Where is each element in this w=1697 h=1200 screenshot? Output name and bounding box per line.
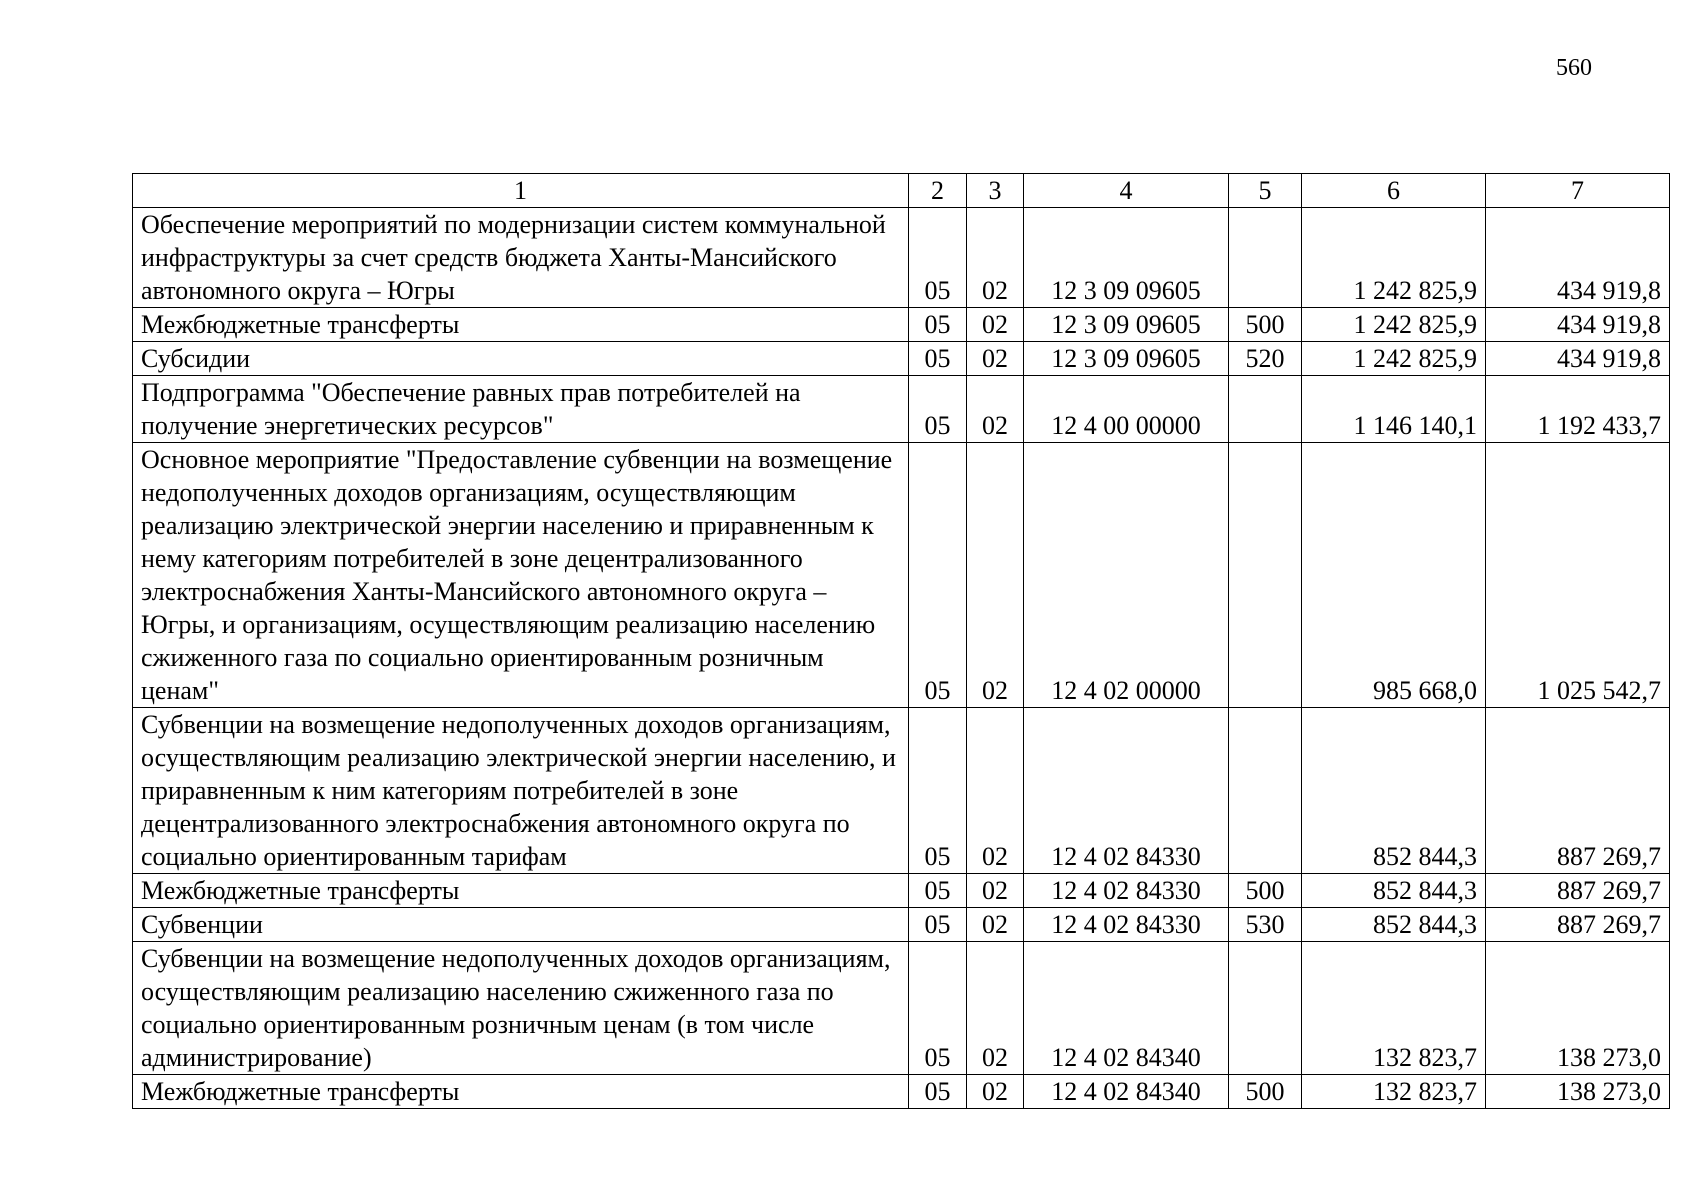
row-name-cell: Основное мероприятие "Предоставление субвенции на возмещение недополученных доходов организациям, осуществляющим реализацию электрической энергии населению и приравненным к нему категориям потребителей в зоне децентрализованного электроснабжения Ханты-Мансийского автономного округа – Югры, и организациям, осуществляющим реализацию населению сжиженного газа по социально ориентированным розничным ценам"	[133, 443, 909, 708]
amount-col7-cell: 887 269,7	[1486, 708, 1670, 874]
amount-col7-cell: 434 919,8	[1486, 308, 1670, 342]
header-cell-2: 2	[909, 174, 967, 208]
target-article-cell: 12 4 02 84340	[1024, 1075, 1229, 1109]
amount-col6-cell: 1 242 825,9	[1302, 308, 1486, 342]
expense-type-cell	[1229, 208, 1302, 308]
table-row	[133, 376, 1670, 443]
amount-col7-cell: 434 919,8	[1486, 208, 1670, 308]
expense-type-cell: 500	[1229, 1075, 1302, 1109]
amount-col6-cell: 852 844,3	[1302, 708, 1486, 874]
expense-type-cell	[1229, 443, 1302, 708]
target-article-cell: 12 4 00 00000	[1024, 376, 1229, 443]
row-name-cell: Субсидии	[133, 342, 909, 376]
target-article-cell: 12 4 02 84330	[1024, 708, 1229, 874]
section-cell: 05	[909, 376, 967, 443]
row-name-cell: Субвенции на возмещение недополученных доходов организациям, осуществляющим реализацию населению сжиженного газа по социально ориентированным розничным ценам (в том числе администрирование)	[133, 942, 909, 1075]
header-cell-4: 4	[1024, 174, 1229, 208]
amount-col6-cell: 985 668,0	[1302, 443, 1486, 708]
header-cell-1: 1	[133, 174, 909, 208]
section-cell: 05	[909, 443, 967, 708]
expense-type-cell: 500	[1229, 874, 1302, 908]
section-cell: 05	[909, 208, 967, 308]
table-row	[133, 874, 1670, 908]
amount-col7-cell: 1 192 433,7	[1486, 376, 1670, 443]
table-row	[133, 342, 1670, 376]
amount-col6-cell: 132 823,7	[1302, 1075, 1486, 1109]
row-name-cell: Межбюджетные трансферты	[133, 1075, 909, 1109]
expense-type-cell: 530	[1229, 908, 1302, 942]
table-row	[133, 1075, 1670, 1109]
amount-col6-cell: 132 823,7	[1302, 942, 1486, 1075]
amount-col6-cell: 1 242 825,9	[1302, 208, 1486, 308]
amount-col7-cell: 138 273,0	[1486, 1075, 1670, 1109]
row-name-cell: Межбюджетные трансферты	[133, 308, 909, 342]
row-name-cell: Межбюджетные трансферты	[133, 874, 909, 908]
row-name-cell: Субвенции	[133, 908, 909, 942]
header-cell-5: 5	[1229, 174, 1302, 208]
section-cell: 05	[909, 708, 967, 874]
header-cell-3: 3	[967, 174, 1024, 208]
table-row	[133, 708, 1670, 874]
expense-type-cell: 500	[1229, 308, 1302, 342]
subsection-cell: 02	[967, 376, 1024, 443]
header-cell-6: 6	[1302, 174, 1486, 208]
target-article-cell: 12 3 09 09605	[1024, 208, 1229, 308]
page-number: 560	[1556, 55, 1592, 81]
target-article-cell: 12 3 09 09605	[1024, 308, 1229, 342]
subsection-cell: 02	[967, 908, 1024, 942]
amount-col7-cell: 434 919,8	[1486, 342, 1670, 376]
section-cell: 05	[909, 874, 967, 908]
expense-type-cell	[1229, 942, 1302, 1075]
subsection-cell: 02	[967, 208, 1024, 308]
subsection-cell: 02	[967, 342, 1024, 376]
subsection-cell: 02	[967, 942, 1024, 1075]
section-cell: 05	[909, 342, 967, 376]
amount-col6-cell: 1 146 140,1	[1302, 376, 1486, 443]
subsection-cell: 02	[967, 708, 1024, 874]
target-article-cell: 12 4 02 84340	[1024, 942, 1229, 1075]
table-row	[133, 308, 1670, 342]
subsection-cell: 02	[967, 874, 1024, 908]
header-row	[133, 174, 1670, 208]
budget-table	[132, 173, 1670, 1109]
row-name-cell: Субвенции на возмещение недополученных доходов организациям, осуществляющим реализацию электрической энергии населению, и приравненным к ним категориям потребителей в зоне децентрализованного электроснабжения автономного округа по социально ориентированным тарифам	[133, 708, 909, 874]
section-cell: 05	[909, 942, 967, 1075]
target-article-cell: 12 3 09 09605	[1024, 342, 1229, 376]
expense-type-cell	[1229, 708, 1302, 874]
subsection-cell: 02	[967, 1075, 1024, 1109]
subsection-cell: 02	[967, 443, 1024, 708]
table-row	[133, 208, 1670, 308]
amount-col6-cell: 1 242 825,9	[1302, 342, 1486, 376]
amount-col7-cell: 887 269,7	[1486, 874, 1670, 908]
amount-col6-cell: 852 844,3	[1302, 874, 1486, 908]
table-row	[133, 908, 1670, 942]
section-cell: 05	[909, 308, 967, 342]
row-name-cell: Подпрограмма "Обеспечение равных прав потребителей на получение энергетических ресурсов"	[133, 376, 909, 443]
row-name-cell: Обеспечение мероприятий по модернизации систем коммунальной инфраструктуры за счет средств бюджета Ханты-Мансийского автономного округа – Югры	[133, 208, 909, 308]
table-row	[133, 942, 1670, 1075]
target-article-cell: 12 4 02 84330	[1024, 874, 1229, 908]
amount-col7-cell: 887 269,7	[1486, 908, 1670, 942]
section-cell: 05	[909, 908, 967, 942]
header-cell-7: 7	[1486, 174, 1670, 208]
amount-col7-cell: 138 273,0	[1486, 942, 1670, 1075]
expense-type-cell	[1229, 376, 1302, 443]
expense-type-cell: 520	[1229, 342, 1302, 376]
section-cell: 05	[909, 1075, 967, 1109]
target-article-cell: 12 4 02 84330	[1024, 908, 1229, 942]
amount-col6-cell: 852 844,3	[1302, 908, 1486, 942]
subsection-cell: 02	[967, 308, 1024, 342]
target-article-cell: 12 4 02 00000	[1024, 443, 1229, 708]
amount-col7-cell: 1 025 542,7	[1486, 443, 1670, 708]
table-row	[133, 443, 1670, 708]
